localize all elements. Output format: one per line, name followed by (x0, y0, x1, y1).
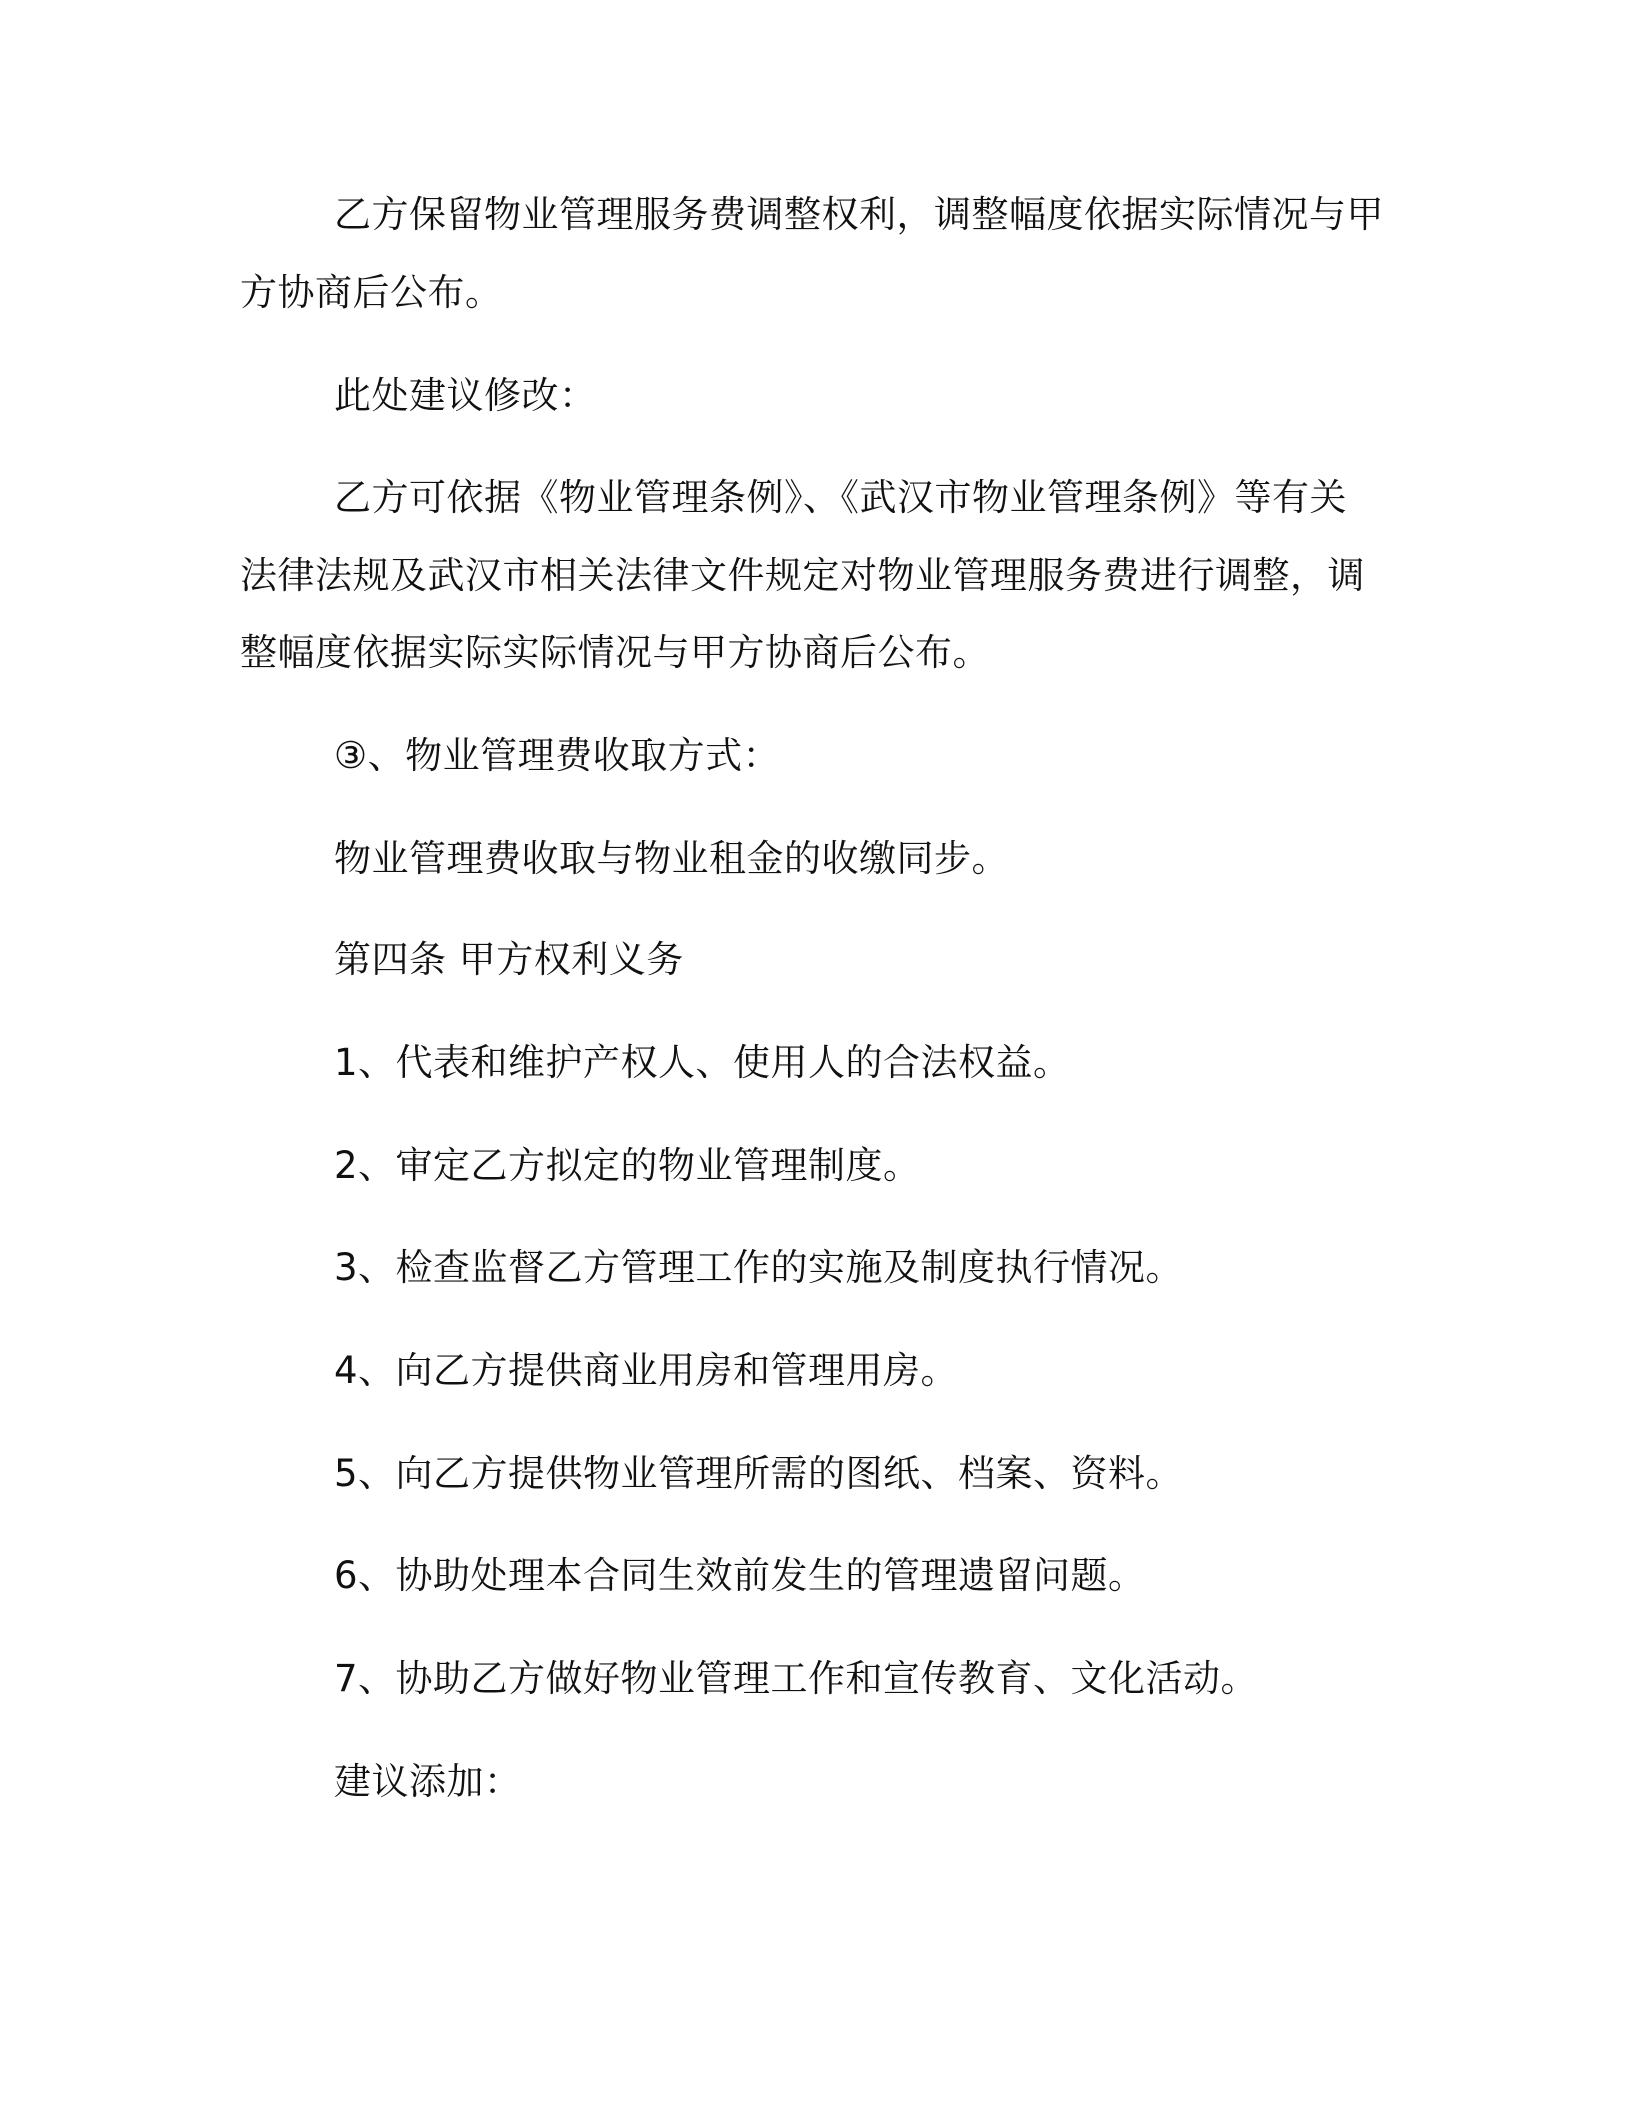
list-item: 2、审定乙方拟定的物业管理制度。 (334, 1144, 921, 1187)
paragraph-fee-adjustment-line-2: 方协商后公布。 (240, 271, 503, 314)
list-item: 7、协助乙方做好物业管理工作和宣传教育、文化活动。 (334, 1657, 1259, 1700)
suggestion-heading: 此处建议修改： (334, 374, 597, 417)
collection-method-text: 物业管理费收取与物业租金的收缴同步。 (334, 837, 1009, 880)
list-item: 5、向乙方提供物业管理所需的图纸、档案、资料。 (334, 1452, 1184, 1495)
list-item: 4、向乙方提供商业用房和管理用房。 (334, 1349, 959, 1392)
list-item: 1、代表和维护产权人、使用人的合法权益。 (334, 1041, 1071, 1084)
collection-method-heading: ③、物业管理费收取方式： (334, 734, 781, 777)
paragraph-revised-line-1: 乙方可依据《物业管理条例》、《武汉市物业管理条例》等有关 (334, 476, 1347, 519)
suggestion-add-heading: 建议添加： (334, 1760, 522, 1803)
article-four-heading: 第四条 甲方权利义务 (334, 938, 684, 981)
paragraph-fee-adjustment-line-1: 乙方保留物业管理服务费调整权利，调整幅度依据实际情况与甲 (334, 193, 1384, 236)
paragraph-revised-line-2: 法律法规及武汉市相关法律文件规定对物业管理服务费进行调整，调 (240, 554, 1365, 597)
list-item: 6、协助处理本合同生效前发生的管理遗留问题。 (334, 1554, 1146, 1597)
list-item: 3、检查监督乙方管理工作的实施及制度执行情况。 (334, 1246, 1184, 1289)
paragraph-revised-line-3: 整幅度依据实际实际情况与甲方协商后公布。 (240, 631, 990, 674)
